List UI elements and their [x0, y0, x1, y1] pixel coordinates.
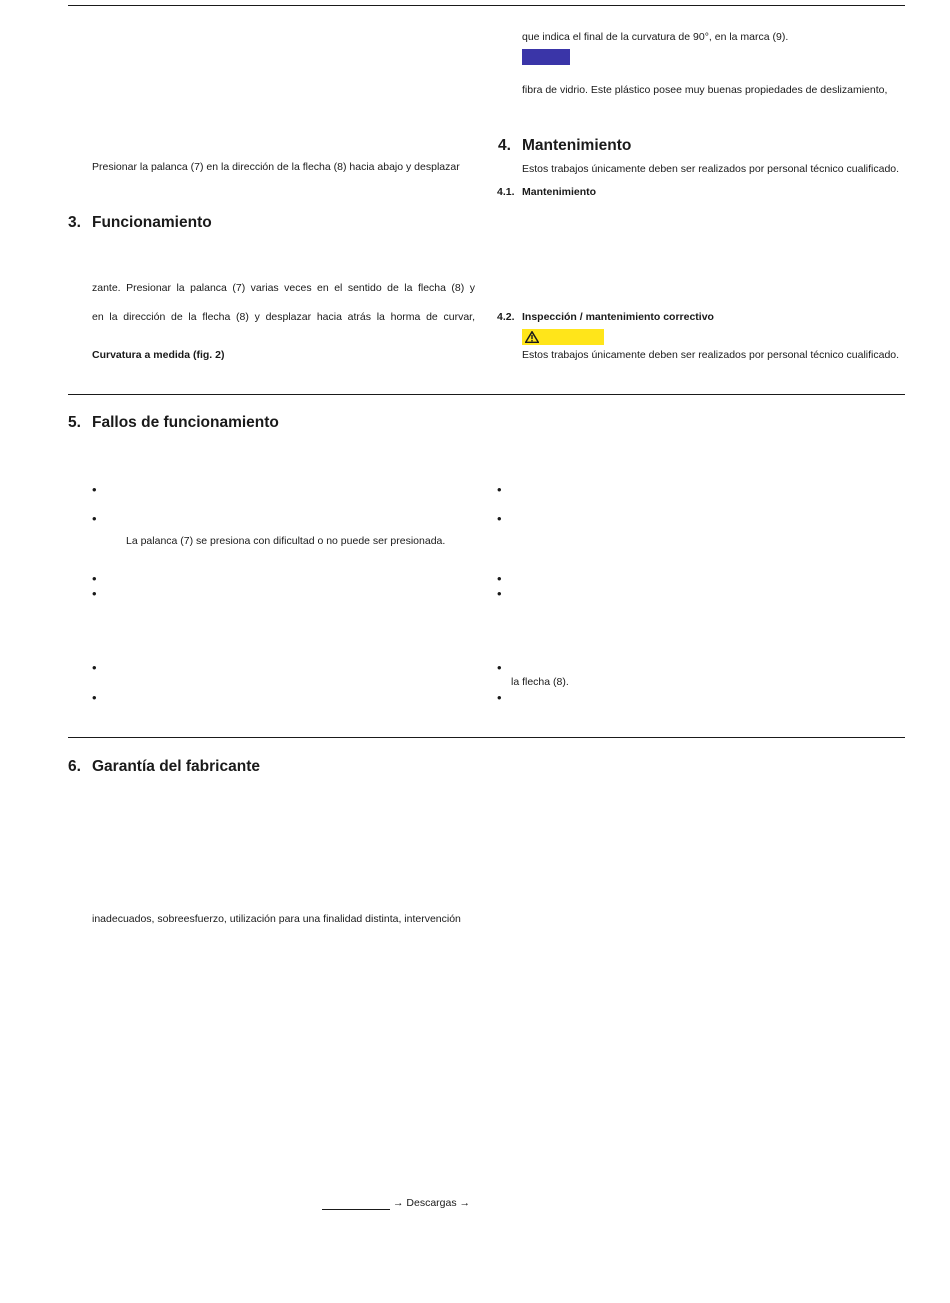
top-right-line-1: que indica el final de la curvatura de 90°, en la marca (9). — [522, 31, 789, 43]
subsection-4-2-note: Estos trabajos únicamente deben ser realizados por personal técnico cualificado. — [522, 349, 900, 361]
bullet-left-1: • — [92, 482, 97, 497]
section4-note: Estos trabajos únicamente deben ser realizados por personal técnico cualificado. — [522, 163, 900, 175]
section5-title: Fallos de funcionamiento — [92, 414, 279, 431]
section3-title: Funcionamiento — [92, 214, 212, 231]
bullet-right-5: • — [497, 660, 502, 675]
section4-number: 4. — [498, 137, 511, 154]
section6-number: 6. — [68, 758, 81, 775]
bullet-right-3: • — [497, 571, 502, 586]
section3-line-1: zante. Presionar la palanca (7) varias veces en el sentido de la flecha (8) y — [92, 282, 475, 294]
bullet-right-2: • — [497, 511, 502, 526]
section6-title: Garantía del fabricante — [92, 758, 260, 775]
bullet-left-5: • — [92, 660, 97, 675]
bullet-left-6: • — [92, 690, 97, 705]
section3-subheading: Curvatura a medida (fig. 2) — [92, 349, 225, 361]
section5-number: 5. — [68, 414, 81, 431]
section5-right-text: la flecha (8). — [511, 676, 569, 688]
section5-heading — [68, 414, 279, 432]
footer-downloads-text: → Descargas → — [393, 1197, 471, 1209]
top-left-line-1: Presionar la palanca (7) en la dirección de la flecha (8) hacia abajo y desplazar — [92, 161, 460, 173]
subsection-4-2-heading — [497, 311, 714, 324]
bullet-left-4: • — [92, 586, 97, 601]
section3-number: 3. — [68, 214, 81, 231]
section6-rule — [68, 737, 905, 738]
blue-marker-bar — [522, 49, 570, 65]
bullet-left-3: • — [92, 571, 97, 586]
section5-rule — [68, 394, 905, 395]
section4-title: Mantenimiento — [522, 137, 632, 154]
section3-heading — [68, 214, 212, 232]
warning-bar — [522, 329, 604, 345]
subsection-4-2-title: Inspección / mantenimiento correctivo — [522, 311, 714, 323]
section3-line-2: en la dirección de la flecha (8) y desplazar hacia atrás la horma de curvar, — [92, 311, 475, 323]
bullet-right-4: • — [497, 586, 502, 601]
section5-left-text: La palanca (7) se presiona con dificultad o no puede ser presionada. — [126, 535, 446, 547]
subsection-4-1-number: 4.1. — [497, 186, 515, 198]
top-rule — [68, 5, 905, 6]
section6-heading — [68, 758, 260, 776]
subsection-4-1-title: Mantenimiento — [522, 186, 597, 198]
section4-heading — [498, 137, 631, 155]
bullet-left-2: • — [92, 511, 97, 526]
footer-underline-field — [322, 1198, 390, 1210]
bullet-right-6: • — [497, 690, 502, 705]
warning-triangle-icon — [525, 331, 539, 343]
subsection-4-2-number: 4.2. — [497, 311, 515, 323]
bullet-right-1: • — [497, 482, 502, 497]
subsection-4-1-heading — [497, 186, 596, 199]
top-right-line-2: fibra de vidrio. Este plástico posee muy buenas propiedades de deslizamiento, — [522, 84, 888, 96]
section6-line-1: inadecuados, sobreesfuerzo, utilización para una finalidad distinta, intervención — [92, 913, 461, 925]
